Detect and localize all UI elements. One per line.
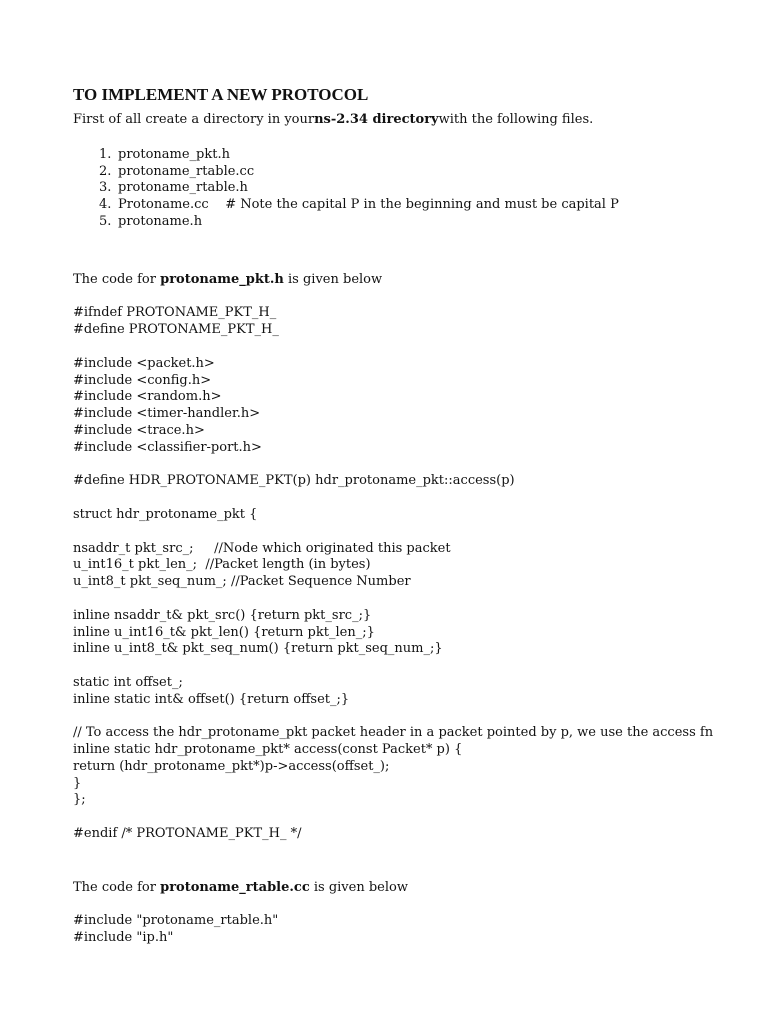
code-line: nsaddr_t pkt_src_; //Node which originated this packet xyxy=(73,540,451,556)
code-line: #include <packet.h> xyxy=(73,355,215,371)
file-name: Protoname.cc # Note the capital P in the beginning and must be capital P xyxy=(118,197,619,213)
code-line: u_int16_t pkt_len_; //Packet length (in bytes) xyxy=(73,557,371,573)
file-list-item xyxy=(73,214,728,231)
code-line xyxy=(73,339,728,356)
code-line xyxy=(73,524,728,541)
code-line xyxy=(73,658,728,675)
code-line: #define PROTONAME_PKT_H_ xyxy=(73,322,279,338)
code-line: }; xyxy=(73,792,86,808)
code-line: inline u_int16_t& pkt_len() {return pkt_len_;} xyxy=(73,624,375,640)
section2-text-before: The code for xyxy=(73,879,161,895)
code-line: inline static hdr_protoname_pkt* access(const Packet* p) { xyxy=(73,742,463,758)
file-list xyxy=(73,147,728,231)
document-title: TO IMPLEMENT A NEW PROTOCOL xyxy=(73,85,369,104)
code-line: #define HDR_PROTONAME_PKT(p) hdr_protoname_pkt::access(p) xyxy=(73,473,515,489)
intro-text-bold: ns-2.34 directory xyxy=(314,112,439,127)
code-block-protoname-rtable xyxy=(73,913,728,947)
section2-text-bold: protoname_rtable.cc xyxy=(160,879,310,895)
file-list-item xyxy=(73,197,728,214)
list-number: 2. xyxy=(99,163,112,179)
file-list-item xyxy=(73,147,728,164)
code-line: return (hdr_protoname_pkt*)p->access(offset_); xyxy=(73,758,390,774)
file-name: protoname_rtable.h xyxy=(118,180,248,196)
intro-text-before: First of all create a directory in your xyxy=(73,112,315,127)
code-line xyxy=(73,457,728,474)
spacer xyxy=(73,231,728,272)
code-line: inline static int& offset() {return offset_;} xyxy=(73,691,350,707)
list-number: 3. xyxy=(99,180,112,196)
code-line: // To access the hdr_protoname_pkt packet header in a packet pointed by p, we use the access fn xyxy=(73,725,714,741)
code-line: #include <config.h> xyxy=(73,372,212,388)
spacer xyxy=(73,897,728,914)
section1-text-bold: protoname_pkt.h xyxy=(160,271,284,287)
section1-text-before: The code for xyxy=(73,271,161,287)
file-list-item xyxy=(73,180,728,197)
intro-text-after: with the following files. xyxy=(438,112,594,127)
code-line: #include <trace.h> xyxy=(73,422,205,438)
code-line: #include "ip.h" xyxy=(73,930,174,946)
file-list-item xyxy=(73,164,728,181)
code-line xyxy=(73,591,728,608)
code-block-protoname-pkt xyxy=(73,305,728,843)
intro-paragraph xyxy=(73,112,728,129)
list-number: 1. xyxy=(99,146,112,162)
file-name: protoname.h xyxy=(118,213,203,229)
code-line: u_int8_t pkt_seq_num_; //Packet Sequence Number xyxy=(73,574,411,590)
code-line: inline u_int8_t& pkt_seq_num() {return pkt_seq_num_;} xyxy=(73,641,443,657)
section-heading-protoname-rtable xyxy=(73,880,728,897)
code-line: inline nsaddr_t& pkt_src() {return pkt_src_;} xyxy=(73,607,372,623)
spacer xyxy=(73,843,728,880)
code-line: } xyxy=(73,775,82,791)
list-number: 5. xyxy=(99,213,112,229)
code-line: #include <random.h> xyxy=(73,389,222,405)
code-line: struct hdr_protoname_pkt { xyxy=(73,506,258,522)
list-number: 4. xyxy=(99,197,112,213)
code-line: #endif /* PROTONAME_PKT_H_ */ xyxy=(73,826,302,842)
code-line: #include "protoname_rtable.h" xyxy=(73,913,279,929)
code-line xyxy=(73,490,728,507)
section2-text-after: is given below xyxy=(309,879,408,895)
code-line: #include <timer-handler.h> xyxy=(73,406,261,422)
file-name: protoname_pkt.h xyxy=(118,146,230,162)
code-line xyxy=(73,809,728,826)
code-line: #include <classifier-port.h> xyxy=(73,439,262,455)
spacer xyxy=(73,289,728,306)
file-name: protoname_rtable.cc xyxy=(118,163,255,179)
section-heading-protoname-pkt xyxy=(73,272,728,289)
section1-text-after: is given below xyxy=(283,271,383,287)
code-line: #ifndef PROTONAME_PKT_H_ xyxy=(73,305,277,321)
code-line xyxy=(73,709,728,726)
code-line: static int offset_; xyxy=(73,674,183,690)
